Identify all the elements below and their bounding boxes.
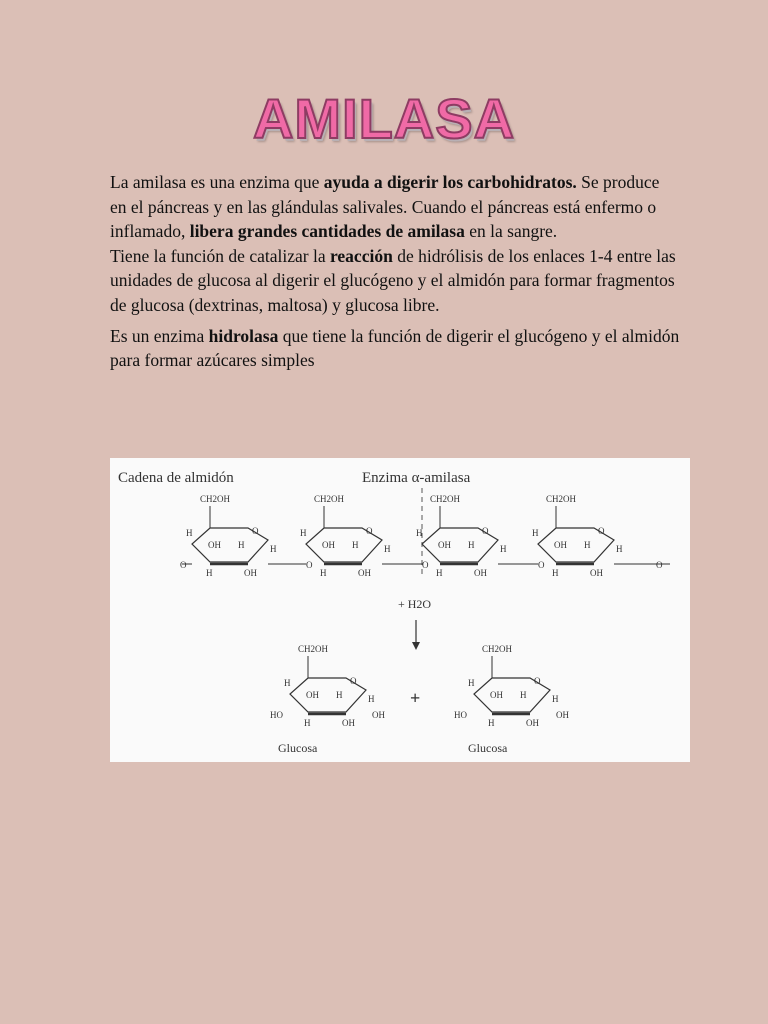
product-1-label: Glucosa [278,741,318,755]
paragraph-3-text-a: Es un enzima [110,325,209,346]
chain-ring-1-ring-o: O [252,526,259,536]
chain-ring-2-oh-mid: OH [322,540,335,550]
hydrolysis-svg [110,458,690,762]
chain-ring-1-oh-bottom: OH [244,568,257,578]
paragraph-1-text-c: en la sangre. [464,221,558,242]
chain-ring-3-h-mid: H [468,540,475,550]
chain-ring-2-ch2oh: CH2OH [314,494,345,504]
paragraph-2-text-a: Tiene la función de catalizar la [110,245,330,266]
product-ring-2-oh-mid: OH [490,690,503,700]
link-o-1: O [180,560,187,570]
product-ring-1-h-right: H [368,694,375,704]
product-ring-1-oh-mid: OH [306,690,319,700]
product-ring-1-oh-bottom: OH [342,718,355,728]
paragraph-1-bold-b: libera grandes cantidades de amilasa [189,221,465,242]
chain-ring-4-ch2oh: CH2OH [546,494,577,504]
chain-ring-2-oh-bottom: OH [358,568,371,578]
paragraph-1 [110,170,680,244]
chain-ring-1-h-left: H [186,528,193,538]
chain-ring-2-h-left: H [300,528,307,538]
product-ring-1-ch2oh: CH2OH [298,644,329,654]
product-ring-2-ch2oh: CH2OH [482,644,513,654]
product-ring-2-oh-bottom: OH [526,718,539,728]
page-title: AMILASA [252,87,516,150]
paragraph-1-text-a: La amilasa es una enzima que [110,172,324,192]
chain-ring-3-h-left: H [416,528,423,538]
chain-ring-4-h-mid: H [584,540,591,550]
product-2-label: Glucosa [468,741,508,755]
paragraph-3-bold: hidrolasa [208,325,279,346]
paragraph-3 [110,324,680,373]
chain-ring-1-oh-mid: OH [208,540,221,550]
chain-ring-1-h-mid: H [238,540,245,550]
paragraph-2 [110,244,680,318]
link-o-5: O [656,560,663,570]
reaction-arrow-head [412,642,420,650]
chain-ring-3-ring-o: O [482,526,489,536]
product-ring-2-ho: HO [454,710,467,720]
chain-ring-3-oh-mid: OH [438,540,451,550]
product-ring-2-ring-o: O [534,676,541,686]
starch-hydrolysis-diagram [110,458,690,762]
chain-label: Cadena de almidón [118,470,234,486]
chain-ring-4-ring-o: O [598,526,605,536]
product-ring-2-h-left: H [468,678,475,688]
chain-ring-4-oh-bottom: OH [590,568,603,578]
chain-ring-3-oh-bottom: OH [474,568,487,578]
chain-ring-2-h-mid: H [352,540,359,550]
paragraph-2-bold: reacción [329,245,393,266]
glucose-rings [180,494,670,728]
chain-ring-4-h-left: H [532,528,539,538]
paragraph-1-text-b: Se produce en el páncreas y en las glándulas salivales. Cuando el páncreas está enfermo o inflamado, [110,172,660,242]
paragraph-1-bold-a: ayuda a digerir los carbohidratos. [323,172,577,192]
link-o-2: O [306,560,313,570]
chain-ring-4-oh-mid: OH [554,540,567,550]
chain-ring-2-ring-o: O [366,526,373,536]
link-o-3: O [422,560,429,570]
product-ring-1-oh-right: OH [372,710,385,720]
product-ring-2-oh-right: OH [556,710,569,720]
plus-sign: + [410,688,421,708]
chain-ring-4-h-bottom: H [552,568,559,578]
water-label: + H2O [398,597,432,611]
product-ring-1-h-bottom: H [304,718,311,728]
product-ring-2-h-bottom: H [488,718,495,728]
chain-ring-3-h-bottom: H [436,568,443,578]
chain-ring-2-h-right: H [384,544,391,554]
product-ring-2-h-mid: H [520,690,527,700]
product-ring-1-ring-o: O [350,676,357,686]
product-ring-1-h-left: H [284,678,291,688]
chain-ring-1-ch2oh: CH2OH [200,494,231,504]
chain-ring-3-h-right: H [500,544,507,554]
paragraph-3-text-b: que tiene la función de digerir el glucógeno y el almidón para formar azúcares simples [110,325,680,371]
chain-ring-1-h-bottom: H [206,568,213,578]
chain-ring-3-ch2oh: CH2OH [430,494,461,504]
link-o-4: O [538,560,545,570]
body-text [110,170,680,373]
enzyme-label: Enzima α-amilasa [362,470,471,486]
chain-ring-2-h-bottom: H [320,568,327,578]
chain-ring-4-h-right: H [616,544,623,554]
chain-ring-1-h-right: H [270,544,277,554]
product-ring-1-h-mid: H [336,690,343,700]
product-ring-1-ho: HO [270,710,283,720]
product-ring-2-h-right: H [552,694,559,704]
paragraph-2-text-b: de hidrólisis de los enlaces 1-4 entre las unidades de glucosa al digerir el glucógeno y el almidón para formar fragmentos de glucosa (dextrinas, maltosa) y glucosa libre. [110,245,676,315]
